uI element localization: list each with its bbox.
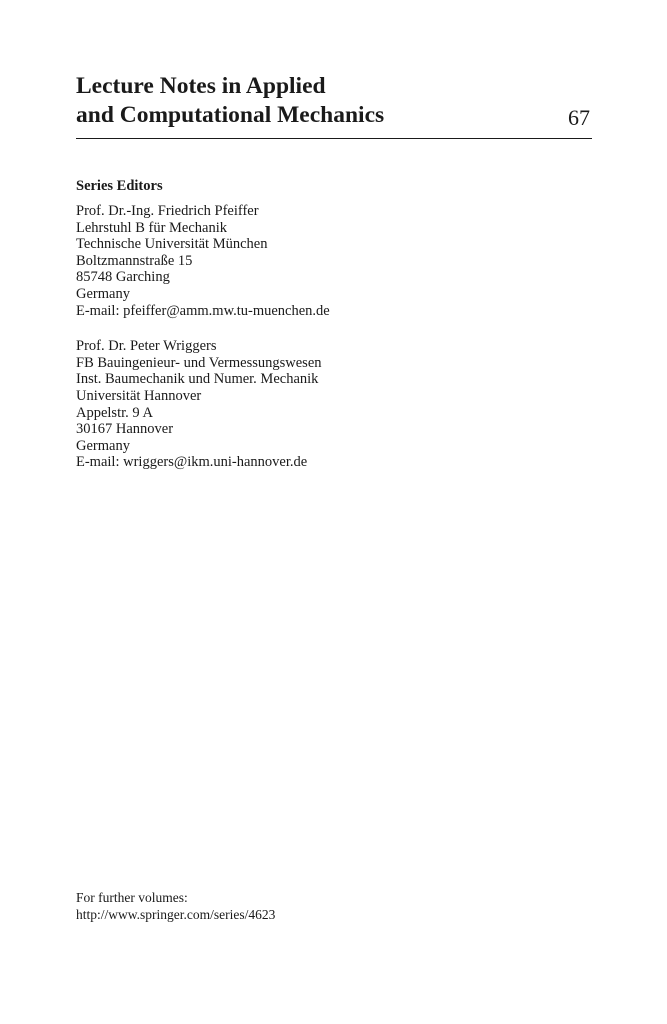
series-editors-heading: Series Editors bbox=[76, 178, 163, 194]
series-editors-block bbox=[76, 177, 592, 471]
editor-wriggers bbox=[76, 338, 592, 471]
editor-country: Germany bbox=[76, 437, 130, 454]
series-header bbox=[76, 72, 592, 139]
further-volumes-label: For further volumes: bbox=[76, 890, 188, 905]
editor-pfeiffer bbox=[76, 203, 592, 319]
editor-email: E-mail: pfeiffer@amm.mw.tu-muenchen.de bbox=[76, 302, 330, 319]
editor-university: Universität Hannover bbox=[76, 387, 202, 404]
volume-number: 67 bbox=[568, 105, 590, 130]
editor-institution: Technische Universität München bbox=[76, 236, 268, 253]
further-volumes-url: http://www.springer.com/series/4623 bbox=[76, 906, 276, 922]
further-volumes bbox=[76, 890, 275, 923]
editor-institute: Inst. Baumechanik und Numer. Mechanik bbox=[76, 371, 319, 388]
editor-department: FB Bauingenieur- und Vermessungswesen bbox=[76, 354, 322, 371]
series-title bbox=[76, 72, 384, 130]
editor-city: 85748 Garching bbox=[76, 269, 170, 286]
editor-city: 30167 Hannover bbox=[76, 421, 174, 438]
series-title-line-2: and Computational Mechanics bbox=[76, 102, 385, 128]
editor-email: E-mail: wriggers@ikm.uni-hannover.de bbox=[76, 454, 308, 471]
editor-street: Boltzmannstraße 15 bbox=[76, 252, 193, 269]
editor-country: Germany bbox=[76, 285, 130, 302]
editor-chair: Lehrstuhl B für Mechanik bbox=[76, 219, 228, 236]
editor-name: Prof. Dr. Peter Wriggers bbox=[76, 338, 217, 355]
editor-street: Appelstr. 9 A bbox=[76, 404, 153, 421]
series-title-line-1: Lecture Notes in Applied bbox=[76, 73, 326, 99]
editor-name: Prof. Dr.-Ing. Friedrich Pfeiffer bbox=[76, 203, 259, 219]
